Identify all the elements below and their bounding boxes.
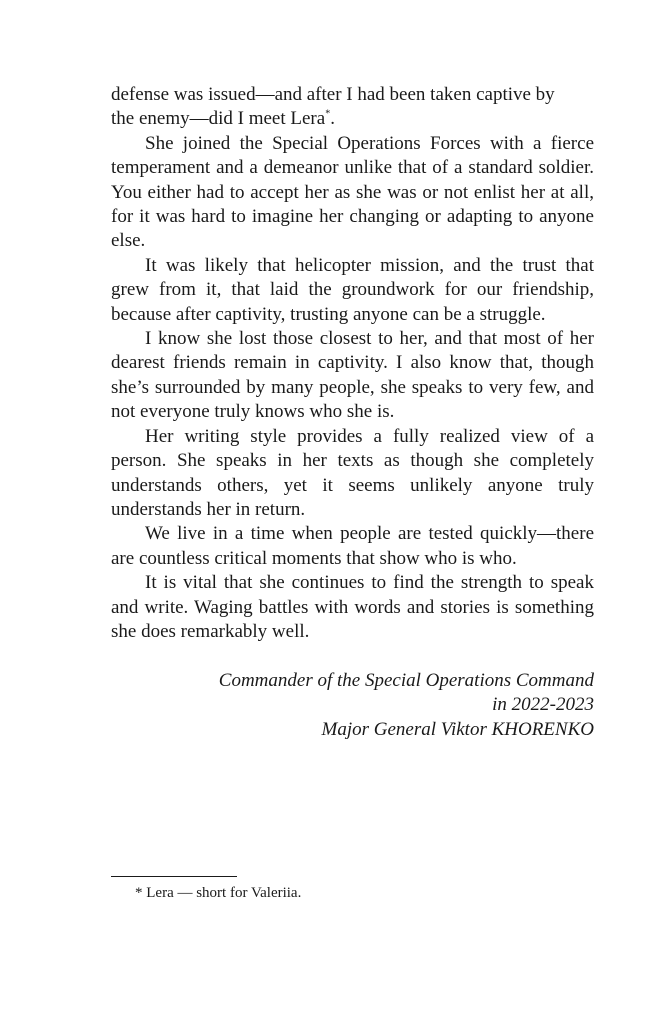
footnote: * Lera — short for Valeriia. bbox=[135, 885, 302, 901]
paragraph: She joined the Special Operations Forces with a fierce temperament and a demeanor unlike that of a standard soldier. You either had to accept her as she was or not enlist her at all, for it was hard to imagine her changing or adapting to anyone else. bbox=[111, 132, 594, 252]
signature-block bbox=[111, 669, 594, 742]
paragraph: Her writing style provides a fully realized view of a person. She speaks in her texts as though she completely understands others, yet it seems unlikely anyone truly understands her in return. bbox=[111, 425, 594, 520]
sentence-period: . bbox=[330, 108, 335, 130]
body-text bbox=[111, 83, 594, 644]
signature-title: Commander of the Special Operations Command bbox=[218, 670, 594, 691]
paragraph-line: the enemy—did I meet Lera bbox=[111, 108, 326, 130]
signature-name: Major General Viktor KHORENKO bbox=[321, 718, 594, 740]
signature-years: in 2022-2023 bbox=[492, 694, 594, 716]
paragraph: It is vital that she continues to find the strength to speak and write. Waging battles with words and stories is something she does remarkably well. bbox=[111, 572, 594, 642]
footnote-marker: * bbox=[325, 109, 331, 121]
paragraph: We live in a time when people are tested quickly—there are countless critical moments that show who is who. bbox=[111, 523, 594, 569]
paragraph: It was likely that helicopter mission, and the trust that grew from it, that laid the groundwork for our friendship, because after captivity, trusting anyone can be a struggle. bbox=[111, 254, 594, 325]
paragraph-continued bbox=[111, 83, 594, 132]
footnote-divider bbox=[111, 876, 237, 877]
paragraph: I know she lost those closest to her, and that most of her dearest friends remain in captivity. I also know that, though she’s surrounded by many people, she speaks to very few, and not everyone truly knows who she is. bbox=[111, 328, 594, 423]
paragraph-line: defense was issued—and after I had been taken captive by bbox=[111, 84, 555, 105]
